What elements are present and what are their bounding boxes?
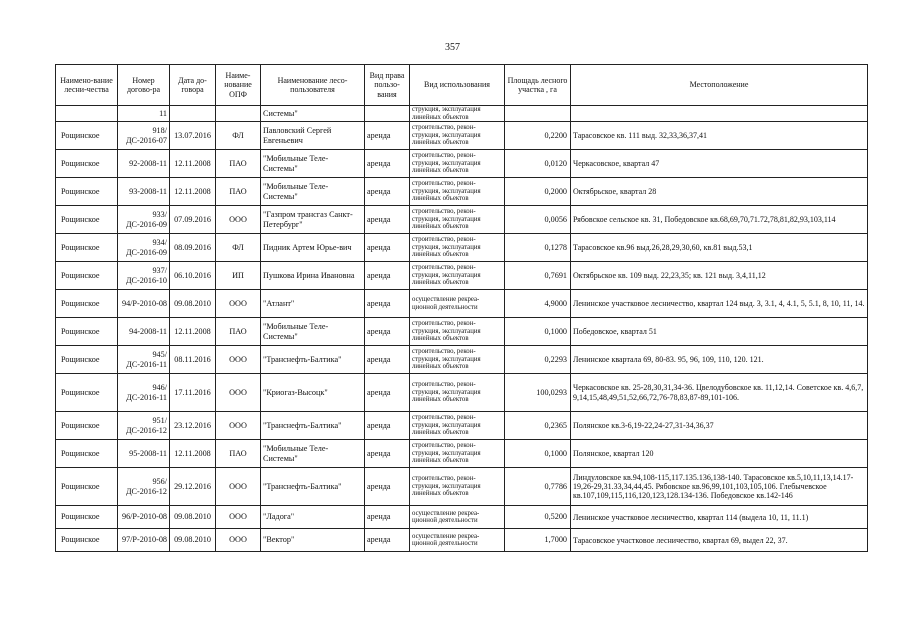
location-cell: Полянское кв.3-6,19-22,24-27,31-34,36,37 bbox=[571, 412, 868, 440]
table-row bbox=[56, 106, 868, 122]
forestry-cell: Рощинское bbox=[56, 262, 118, 290]
contract-date-cell: 23.12.2016 bbox=[170, 412, 216, 440]
forest-user-cell: Пидник Артем Юрье-вич bbox=[261, 234, 365, 262]
forest-user-cell: Павловский Сергей Евгеньевич bbox=[261, 122, 365, 150]
opf-cell: ООО bbox=[216, 374, 261, 412]
right-type-cell: аренда bbox=[365, 506, 410, 529]
forest-user-cell: "Газпром трансгаз Санкт-Петербург" bbox=[261, 206, 365, 234]
table-row bbox=[56, 346, 868, 374]
opf-cell: ООО bbox=[216, 206, 261, 234]
area-cell: 0,1000 bbox=[505, 318, 571, 346]
use-type-cell: строительство, рекон-струкция, эксплуатация линейных объектов bbox=[410, 262, 505, 290]
opf-cell: ООО bbox=[216, 412, 261, 440]
contract-date-cell: 12.11.2008 bbox=[170, 178, 216, 206]
right-type-cell: аренда bbox=[365, 206, 410, 234]
forest-user-cell: "Криогаз-Высоцк" bbox=[261, 374, 365, 412]
location-cell: Черкасовское, квартал 47 bbox=[571, 150, 868, 178]
use-type-cell: осуществление рекреа-ционной деятельности bbox=[410, 290, 505, 318]
contract-number-cell: 95-2008-11 bbox=[118, 440, 170, 468]
contract-number-cell: 934/ДС-2016-09 bbox=[118, 234, 170, 262]
location-cell: Рябовское сельское кв. 31, Победовское кв.68,69,70,71.72,78,81,82,93,103,114 bbox=[571, 206, 868, 234]
use-type-cell: строительство, рекон-струкция, эксплуатация линейных объектов bbox=[410, 468, 505, 506]
contract-date-cell: 07.09.2016 bbox=[170, 206, 216, 234]
contract-date-cell: 09.08.2010 bbox=[170, 529, 216, 552]
right-type-cell: аренда bbox=[365, 440, 410, 468]
forestry-cell: Рощинское bbox=[56, 206, 118, 234]
location-cell: Тарасовское кв.96 выд.26,28,29,30,60, кв.81 выд.53,1 bbox=[571, 234, 868, 262]
forest-user-cell: Системы" bbox=[261, 106, 365, 122]
contract-number-cell: 951/ДС-2016-12 bbox=[118, 412, 170, 440]
forestry-cell: Рощинское bbox=[56, 234, 118, 262]
contract-date-cell: 29.12.2016 bbox=[170, 468, 216, 506]
opf-cell: ООО bbox=[216, 346, 261, 374]
forestry-cell: Рощинское bbox=[56, 318, 118, 346]
area-cell: 1,7000 bbox=[505, 529, 571, 552]
contract-date-cell: 09.08.2010 bbox=[170, 506, 216, 529]
header-forest-user: Наименование лесо-пользователя bbox=[261, 65, 365, 106]
forest-user-cell: "Мобильные Теле-Системы" bbox=[261, 318, 365, 346]
table-row bbox=[56, 506, 868, 529]
use-type-cell: строительство, рекон-струкция, эксплуатация линейных объектов bbox=[410, 318, 505, 346]
contract-number-cell: 96/Р-2010-08 bbox=[118, 506, 170, 529]
forest-user-cell: "Атлант" bbox=[261, 290, 365, 318]
location-cell: Ленинское квартала 69, 80-83. 95, 96, 109, 110, 120. 121. bbox=[571, 346, 868, 374]
contract-number-cell: 945/ДС-2016-11 bbox=[118, 346, 170, 374]
header-use-type: Вид использования bbox=[410, 65, 505, 106]
contract-date-cell: 08.11.2016 bbox=[170, 346, 216, 374]
location-cell: Тарасовское участковое лесничество, квартал 69, выдел 22, 37. bbox=[571, 529, 868, 552]
opf-cell: ПАО bbox=[216, 178, 261, 206]
table-row bbox=[56, 150, 868, 178]
contract-number-cell: 97/Р-2010-08 bbox=[118, 529, 170, 552]
right-type-cell: аренда bbox=[365, 468, 410, 506]
area-cell bbox=[505, 106, 571, 122]
contract-date-cell bbox=[170, 106, 216, 122]
use-type-cell: строительство, рекон-струкция, эксплуатация линейных объектов bbox=[410, 234, 505, 262]
right-type-cell: аренда bbox=[365, 374, 410, 412]
right-type-cell: аренда bbox=[365, 122, 410, 150]
location-cell: Черкасовское кв. 25-28,30,31,34-36. Цвелодубовское кв. 11,12,14. Советское кв. 4,6,7, 9,14,15,48,49,51,52,66,72,76-78,83,87-89,101-106. bbox=[571, 374, 868, 412]
forest-user-cell: "Транснефть-Балтика" bbox=[261, 412, 365, 440]
contract-number-cell: 956/ДС-2016-12 bbox=[118, 468, 170, 506]
table-row bbox=[56, 440, 868, 468]
area-cell: 0,0120 bbox=[505, 150, 571, 178]
location-cell: Полянское, квартал 120 bbox=[571, 440, 868, 468]
table-row bbox=[56, 529, 868, 552]
opf-cell bbox=[216, 106, 261, 122]
table-row bbox=[56, 206, 868, 234]
forest-user-cell: "Мобильные Теле-Системы" bbox=[261, 178, 365, 206]
opf-cell: ПАО bbox=[216, 440, 261, 468]
forestry-cell bbox=[56, 106, 118, 122]
area-cell: 4,9000 bbox=[505, 290, 571, 318]
forestry-cell: Рощинское bbox=[56, 506, 118, 529]
use-type-cell: строительство, рекон-струкция, эксплуатация линейных объектов bbox=[410, 440, 505, 468]
area-cell: 0,2000 bbox=[505, 178, 571, 206]
table-row bbox=[56, 122, 868, 150]
forest-user-cell: "Ладога" bbox=[261, 506, 365, 529]
area-cell: 0,7786 bbox=[505, 468, 571, 506]
forestry-cell: Рощинское bbox=[56, 346, 118, 374]
opf-cell: ООО bbox=[216, 529, 261, 552]
use-type-cell: строительство, рекон-струкция, эксплуатация линейных объектов bbox=[410, 374, 505, 412]
forest-user-cell: "Транснефть-Балтика" bbox=[261, 346, 365, 374]
forest-lease-table bbox=[55, 64, 868, 552]
header-area: Площадь лесного участка , га bbox=[505, 65, 571, 106]
right-type-cell: аренда bbox=[365, 262, 410, 290]
contract-number-cell: 94/Р-2010-08 bbox=[118, 290, 170, 318]
right-type-cell: аренда bbox=[365, 178, 410, 206]
forestry-cell: Рощинское bbox=[56, 412, 118, 440]
location-cell bbox=[571, 106, 868, 122]
table-row bbox=[56, 234, 868, 262]
right-type-cell: аренда bbox=[365, 150, 410, 178]
contract-date-cell: 06.10.2016 bbox=[170, 262, 216, 290]
location-cell: Ленинское участковое лесничество, квартал 124 выд. 3, 3.1, 4, 4.1, 5, 5.1, 8, 10, 11, 14. bbox=[571, 290, 868, 318]
table-header-row bbox=[56, 65, 868, 106]
table-row bbox=[56, 178, 868, 206]
area-cell: 0,7691 bbox=[505, 262, 571, 290]
contract-date-cell: 13.07.2016 bbox=[170, 122, 216, 150]
contract-date-cell: 08.09.2016 bbox=[170, 234, 216, 262]
area-cell: 0,0056 bbox=[505, 206, 571, 234]
header-contract-number: Номер догово-ра bbox=[118, 65, 170, 106]
header-opf: Наиме-нование ОПФ bbox=[216, 65, 261, 106]
header-right-type: Вид права пользо-вания bbox=[365, 65, 410, 106]
forestry-cell: Рощинское bbox=[56, 290, 118, 318]
contract-number-cell: 93-2008-11 bbox=[118, 178, 170, 206]
header-forestry: Наимено-вание лесни-чества bbox=[56, 65, 118, 106]
header-contract-date: Дата до-говора bbox=[170, 65, 216, 106]
forestry-cell: Рощинское bbox=[56, 122, 118, 150]
location-cell: Октябрьское кв. 109 выд. 22,23,35; кв. 121 выд. 3,4,11,12 bbox=[571, 262, 868, 290]
contract-number-cell: 937/ДС-2016-10 bbox=[118, 262, 170, 290]
contract-number-cell: 92-2008-11 bbox=[118, 150, 170, 178]
contract-date-cell: 17.11.2016 bbox=[170, 374, 216, 412]
forestry-cell: Рощинское bbox=[56, 440, 118, 468]
table-row bbox=[56, 262, 868, 290]
header-location: Местоположение bbox=[571, 65, 868, 106]
use-type-cell: осуществление рекреа-ционной деятельности bbox=[410, 506, 505, 529]
area-cell: 0,5200 bbox=[505, 506, 571, 529]
use-type-cell: строительство, рекон-струкция, эксплуатация линейных объектов bbox=[410, 346, 505, 374]
right-type-cell: аренда bbox=[365, 346, 410, 374]
opf-cell: ИП bbox=[216, 262, 261, 290]
location-cell: Тарасовское кв. 111 выд. 32,33,36,37,41 bbox=[571, 122, 868, 150]
use-type-cell: струкция, эксплуатация линейных объектов bbox=[410, 106, 505, 122]
contract-date-cell: 12.11.2008 bbox=[170, 150, 216, 178]
contract-date-cell: 09.08.2010 bbox=[170, 290, 216, 318]
location-cell: Победовское, квартал 51 bbox=[571, 318, 868, 346]
area-cell: 0,1278 bbox=[505, 234, 571, 262]
contract-number-cell: 946/ДС-2016-11 bbox=[118, 374, 170, 412]
use-type-cell: строительство, рекон-струкция, эксплуатация линейных объектов bbox=[410, 206, 505, 234]
opf-cell: ПАО bbox=[216, 150, 261, 178]
location-cell: Ленинское участковое лесничество, квартал 114 (выдела 10, 11, 11.1) bbox=[571, 506, 868, 529]
forest-user-cell: "Мобильные Теле-Системы" bbox=[261, 150, 365, 178]
area-cell: 0,2293 bbox=[505, 346, 571, 374]
right-type-cell: аренда bbox=[365, 318, 410, 346]
area-cell: 0,1000 bbox=[505, 440, 571, 468]
use-type-cell: строительство, рекон-струкция, эксплуатация линейных объектов bbox=[410, 178, 505, 206]
table-row bbox=[56, 374, 868, 412]
opf-cell: ПАО bbox=[216, 318, 261, 346]
forest-user-cell: "Мобильные Теле-Системы" bbox=[261, 440, 365, 468]
forestry-cell: Рощинское bbox=[56, 468, 118, 506]
use-type-cell: строительство, рекон-струкция, эксплуатация линейных объектов bbox=[410, 150, 505, 178]
use-type-cell: осуществление рекреа-ционной деятельности bbox=[410, 529, 505, 552]
table-row bbox=[56, 290, 868, 318]
opf-cell: ООО bbox=[216, 506, 261, 529]
forest-user-cell: Пушкова Ирина Ивановна bbox=[261, 262, 365, 290]
right-type-cell bbox=[365, 106, 410, 122]
area-cell: 0,2365 bbox=[505, 412, 571, 440]
forestry-cell: Рощинское bbox=[56, 374, 118, 412]
right-type-cell: аренда bbox=[365, 234, 410, 262]
forest-user-cell: "Транснефть-Балтика" bbox=[261, 468, 365, 506]
forestry-cell: Рощинское bbox=[56, 529, 118, 552]
opf-cell: ООО bbox=[216, 468, 261, 506]
area-cell: 0,2200 bbox=[505, 122, 571, 150]
forestry-cell: Рощинское bbox=[56, 178, 118, 206]
contract-date-cell: 12.11.2008 bbox=[170, 440, 216, 468]
forestry-cell: Рощинское bbox=[56, 150, 118, 178]
contract-number-cell: 918/ДС-2016-07 bbox=[118, 122, 170, 150]
page-number: 357 bbox=[445, 42, 460, 53]
contract-number-cell: 11 bbox=[118, 106, 170, 122]
opf-cell: ФЛ bbox=[216, 122, 261, 150]
forest-user-cell: "Вектор" bbox=[261, 529, 365, 552]
location-cell: Октябрьское, квартал 28 bbox=[571, 178, 868, 206]
contract-number-cell: 933/ДС-2016-09 bbox=[118, 206, 170, 234]
right-type-cell: аренда bbox=[365, 529, 410, 552]
opf-cell: ООО bbox=[216, 290, 261, 318]
table-row bbox=[56, 412, 868, 440]
opf-cell: ФЛ bbox=[216, 234, 261, 262]
use-type-cell: строительство, рекон-струкция, эксплуатация линейных объектов bbox=[410, 412, 505, 440]
table-row bbox=[56, 318, 868, 346]
right-type-cell: аренда bbox=[365, 412, 410, 440]
contract-number-cell: 94-2008-11 bbox=[118, 318, 170, 346]
table-row bbox=[56, 468, 868, 506]
use-type-cell: строительство, рекон-струкция, эксплуатация линейных объектов bbox=[410, 122, 505, 150]
location-cell: Линдуловское кв.94,108-115,117.135.136,138-140. Тарасовское кв.5,10,11,13,14.17-19,26-29,31.33,34,44,45. Рябовское кв.96,99,101,103,105,106. Глебычевское кв.107,109,115,116,120,123,128.134-136. Победовское кв.142-146 bbox=[571, 468, 868, 506]
contract-date-cell: 12.11.2008 bbox=[170, 318, 216, 346]
area-cell: 100,0293 bbox=[505, 374, 571, 412]
right-type-cell: аренда bbox=[365, 290, 410, 318]
